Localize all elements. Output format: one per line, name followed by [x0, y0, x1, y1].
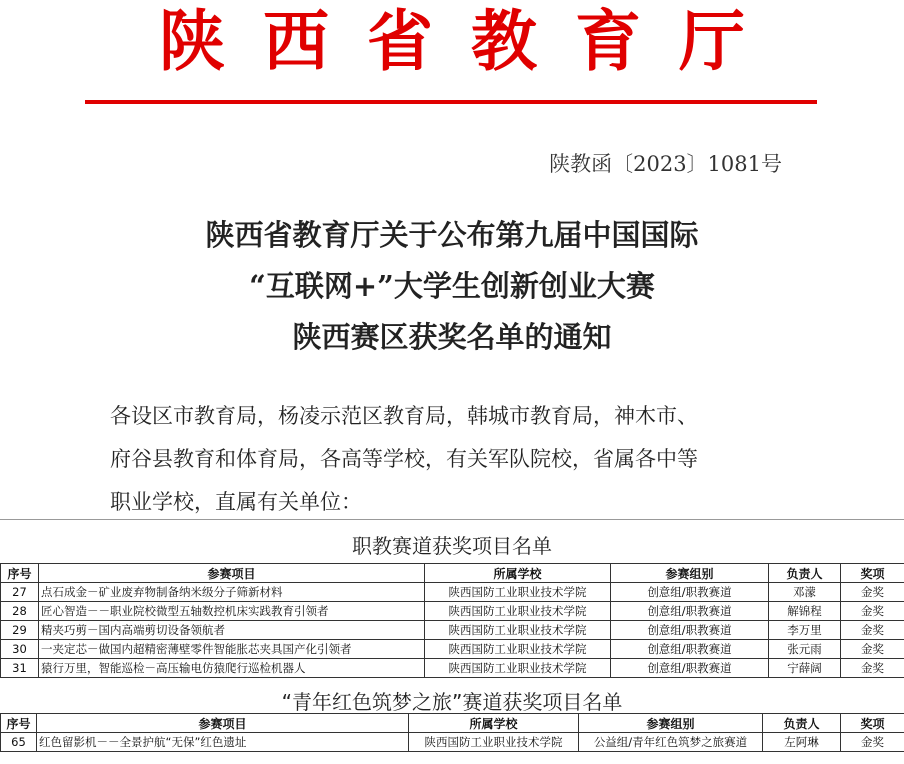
page-separator — [0, 519, 904, 520]
document-title-line3: 陕西赛区获奖名单的通知 — [292, 320, 612, 354]
competition-group: 创意组/职教赛道 — [611, 640, 769, 659]
table-row — [1, 733, 904, 752]
competition-group: 公益组/青年红色筑梦之旅赛道 — [579, 733, 763, 752]
competition-group: 创意组/职教赛道 — [611, 602, 769, 621]
masthead: 陕西省教育厅 — [159, 2, 783, 80]
header-cell: 奖项 — [841, 714, 904, 733]
award: 金奖 — [841, 640, 904, 659]
award: 金奖 — [841, 621, 904, 640]
award: 金奖 — [841, 733, 904, 752]
document-title-line2: “互联网+”大学生创新创业大赛 — [249, 269, 655, 303]
school-name: 陕西国防工业职业技术学院 — [425, 583, 611, 602]
competition-group: 创意组/职教赛道 — [611, 659, 769, 678]
table-row — [1, 602, 904, 621]
header-cell: 参赛项目 — [37, 714, 409, 733]
red-journey-award-table — [0, 713, 904, 752]
table-header-row — [1, 564, 904, 583]
header-cell: 序号 — [1, 564, 39, 583]
table-row — [1, 659, 904, 678]
header-cell: 参赛项目 — [39, 564, 425, 583]
school-name: 陕西国防工业职业技术学院 — [409, 733, 579, 752]
table-row — [1, 621, 904, 640]
addressee-line3: 职业学校，直属有关单位： — [110, 490, 362, 514]
header-cell: 序号 — [1, 714, 37, 733]
school-name: 陕西国防工业职业技术学院 — [425, 621, 611, 640]
header-cell: 参赛组别 — [579, 714, 763, 733]
project-name: 一夹定芯－做国内超精密薄壁零件智能胀芯夹具国产化引领者 — [39, 640, 425, 659]
header-cell: 所属学校 — [409, 714, 579, 733]
addressee-line2: 府谷县教育和体育局，各高等学校，有关军队院校，省属各中等 — [110, 447, 698, 471]
competition-group: 创意组/职教赛道 — [611, 583, 769, 602]
row-number: 27 — [1, 583, 39, 602]
project-name: 红色留影机－－全景护航“无保”红色遗址 — [37, 733, 409, 752]
school-name: 陕西国防工业职业技术学院 — [425, 640, 611, 659]
leader-name: 李万里 — [769, 621, 841, 640]
table-row — [1, 640, 904, 659]
row-number: 30 — [1, 640, 39, 659]
table-header-row — [1, 714, 904, 733]
section1-title: 职教赛道获奖项目名单 — [352, 534, 552, 558]
project-name: 点石成金－矿业废弃物制备纳米级分子筛新材料 — [39, 583, 425, 602]
addressee-line1: 各设区市教育局，杨凌示范区教育局，韩城市教育局，神木市、 — [110, 404, 698, 428]
school-name: 陕西国防工业职业技术学院 — [425, 659, 611, 678]
document-title-line1: 陕西省教育厅关于公布第九届中国国际 — [205, 218, 699, 252]
row-number: 65 — [1, 733, 37, 752]
award: 金奖 — [841, 602, 904, 621]
header-cell: 参赛组别 — [611, 564, 769, 583]
red-divider-line — [85, 100, 817, 104]
leader-name: 邓濛 — [769, 583, 841, 602]
table-row — [1, 583, 904, 602]
leader-name: 宁薛阔 — [769, 659, 841, 678]
row-number: 31 — [1, 659, 39, 678]
project-name: 精夹巧剪－国内高端剪切设备领航者 — [39, 621, 425, 640]
section2-title: “青年红色筑梦之旅”赛道获奖项目名单 — [281, 690, 623, 714]
header-cell: 负责人 — [769, 564, 841, 583]
school-name: 陕西国防工业职业技术学院 — [425, 602, 611, 621]
header-cell: 奖项 — [841, 564, 904, 583]
vocational-award-table — [0, 563, 904, 678]
document-number: 陕教函〔2023〕1081号 — [549, 152, 782, 176]
competition-group: 创意组/职教赛道 — [611, 621, 769, 640]
project-name: 猿行万里，智能巡检－高压输电仿猿爬行巡检机器人 — [39, 659, 425, 678]
project-name: 匠心智造－－职业院校微型五轴数控机床实践教育引领者 — [39, 602, 425, 621]
leader-name: 张元雨 — [769, 640, 841, 659]
header-cell: 所属学校 — [425, 564, 611, 583]
award: 金奖 — [841, 659, 904, 678]
award: 金奖 — [841, 583, 904, 602]
row-number: 29 — [1, 621, 39, 640]
header-cell: 负责人 — [763, 714, 841, 733]
leader-name: 左阿琳 — [763, 733, 841, 752]
row-number: 28 — [1, 602, 39, 621]
leader-name: 解锦程 — [769, 602, 841, 621]
